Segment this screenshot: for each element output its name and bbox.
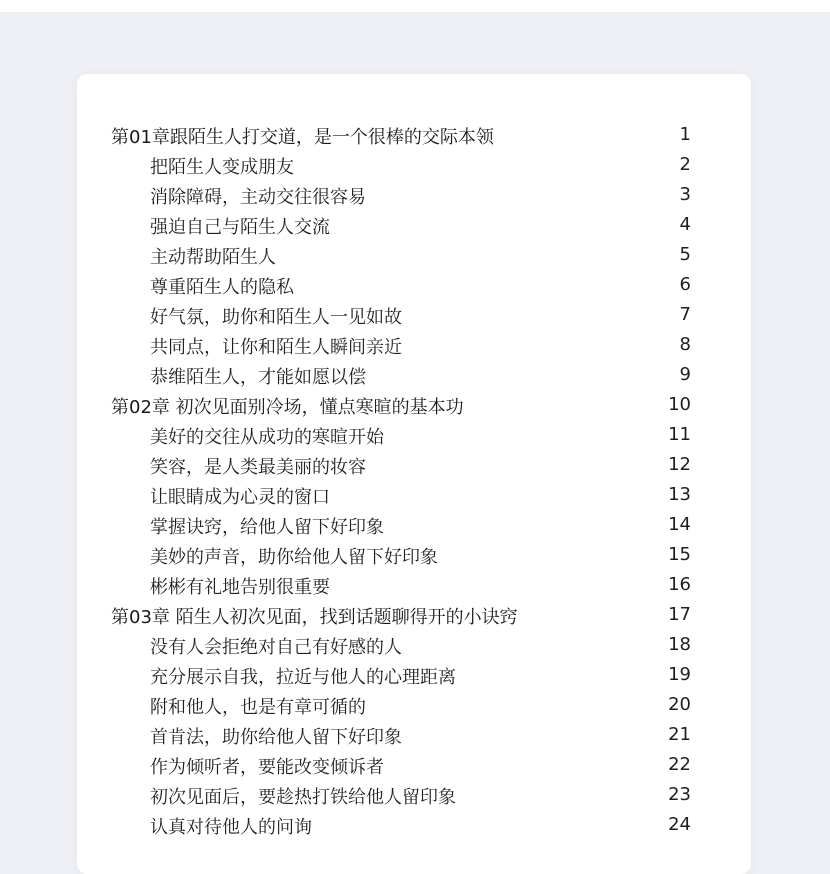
toc-section-row[interactable] [77, 483, 751, 513]
page-number: 6 [679, 274, 691, 295]
section-title: 认真对待他人的问询 [150, 817, 312, 838]
section-title: 美好的交往从成功的寒暄开始 [150, 427, 384, 448]
section-title: 掌握诀窍，给他人留下好印象 [150, 517, 384, 538]
section-title: 共同点，让你和陌生人瞬间亲近 [150, 337, 402, 358]
page-number: 3 [679, 184, 691, 205]
page-number: 12 [668, 454, 691, 475]
toc-section-row[interactable] [77, 693, 751, 723]
section-title: 强迫自己与陌生人交流 [150, 217, 330, 238]
section-title: 附和他人，也是有章可循的 [150, 697, 366, 718]
toc-section-row[interactable] [77, 273, 751, 303]
page-number: 21 [668, 724, 691, 745]
toc-chapter-row[interactable] [77, 603, 751, 633]
toc-section-row[interactable] [77, 183, 751, 213]
chapter-title: 第03章 陌生人初次见面，找到话题聊得开的小诀窍 [111, 607, 518, 628]
page-number: 23 [668, 784, 691, 805]
section-title: 尊重陌生人的隐私 [150, 277, 294, 298]
toc-chapter-row[interactable] [77, 393, 751, 423]
toc-section-row[interactable] [77, 543, 751, 573]
toc-section-row[interactable] [77, 573, 751, 603]
toc-section-row[interactable] [77, 243, 751, 273]
section-title: 恭维陌生人，才能如愿以偿 [150, 367, 366, 388]
section-title: 消除障碍，主动交往很容易 [150, 187, 366, 208]
page-number: 2 [679, 154, 691, 175]
page-number: 4 [679, 214, 691, 235]
page-number: 10 [668, 394, 691, 415]
page-number: 18 [668, 634, 691, 655]
page-number: 1 [679, 124, 691, 145]
toc-section-row[interactable] [77, 633, 751, 663]
page-number: 24 [668, 814, 691, 835]
page-number: 8 [679, 334, 691, 355]
section-title: 把陌生人变成朋友 [150, 157, 294, 178]
page-number: 14 [668, 514, 691, 535]
section-title: 初次见面后，要趁热打铁给他人留印象 [150, 787, 456, 808]
page-number: 16 [668, 574, 691, 595]
toc-section-row[interactable] [77, 423, 751, 453]
toc-section-row[interactable] [77, 153, 751, 183]
section-title: 让眼睛成为心灵的窗口 [150, 487, 330, 508]
page-number: 15 [668, 544, 691, 565]
toc-section-row[interactable] [77, 813, 751, 843]
section-title: 主动帮助陌生人 [150, 247, 276, 268]
toc-section-row[interactable] [77, 363, 751, 393]
toc-section-row[interactable] [77, 213, 751, 243]
chapter-title: 第01章跟陌生人打交道，是一个很棒的交际本领 [111, 127, 494, 148]
toc-section-row[interactable] [77, 783, 751, 813]
page-number: 13 [668, 484, 691, 505]
section-title: 好气氛，助你和陌生人一见如故 [150, 307, 402, 328]
top-strip [0, 0, 830, 12]
section-title: 没有人会拒绝对自己有好感的人 [150, 637, 402, 658]
page-number: 22 [668, 754, 691, 775]
page-number: 9 [679, 364, 691, 385]
toc-section-row[interactable] [77, 663, 751, 693]
section-title: 充分展示自我，拉近与他人的心理距离 [150, 667, 456, 688]
section-title: 作为倾听者，要能改变倾诉者 [150, 757, 384, 778]
toc-card [77, 74, 751, 874]
table-of-contents [77, 123, 751, 843]
toc-section-row[interactable] [77, 513, 751, 543]
page-number: 20 [668, 694, 691, 715]
section-title: 首肯法，助你给他人留下好印象 [150, 727, 402, 748]
section-title: 美妙的声音，助你给他人留下好印象 [150, 547, 438, 568]
toc-section-row[interactable] [77, 723, 751, 753]
section-title: 彬彬有礼地告别很重要 [150, 577, 330, 598]
page-number: 17 [668, 604, 691, 625]
page-number: 7 [679, 304, 691, 325]
toc-section-row[interactable] [77, 753, 751, 783]
toc-section-row[interactable] [77, 303, 751, 333]
section-title: 笑容，是人类最美丽的妆容 [150, 457, 366, 478]
page-number: 5 [679, 244, 691, 265]
chapter-title: 第02章 初次见面别冷场，懂点寒暄的基本功 [111, 397, 464, 418]
page-number: 11 [668, 424, 691, 445]
toc-section-row[interactable] [77, 333, 751, 363]
page-number: 19 [668, 664, 691, 685]
toc-section-row[interactable] [77, 453, 751, 483]
toc-chapter-row[interactable] [77, 123, 751, 153]
